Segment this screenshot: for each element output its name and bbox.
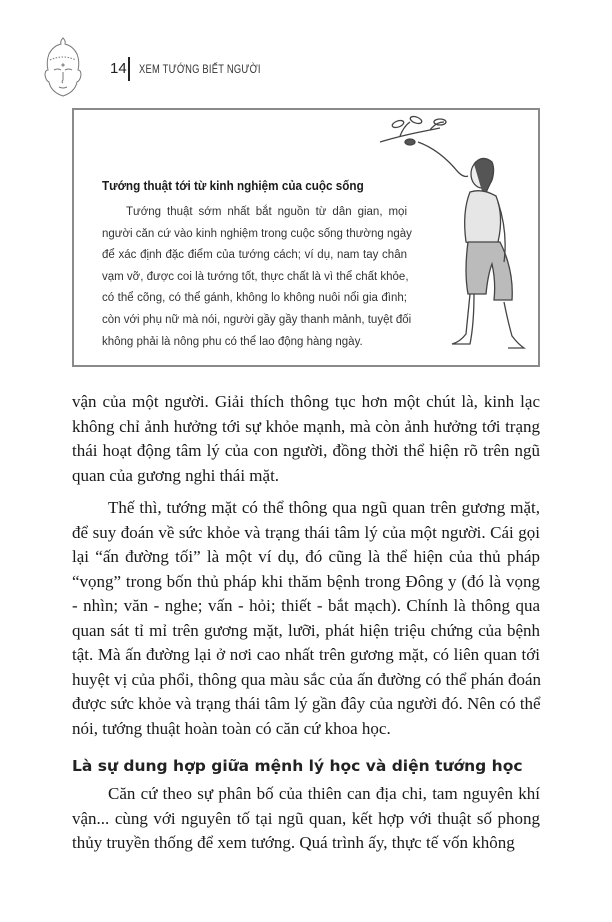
body-text-line: vận của một người. Giải thích thông tục hơn một chút là, kinh lạc [72,392,540,411]
box-text-line: vạm vỡ, được coi là tướng tốt, thực chất là vì thể chất khỏe, [102,270,409,283]
box-text-line: người căn cứ vào kinh nghiệm trong cuộc sống thường ngày [102,227,412,240]
body-text-line: - nhìn; văn - nghe; vấn - hỏi; thiết - bắt mạch). Chính là thông qua [72,596,540,615]
laborer-illustration [370,112,540,360]
box-title: Tướng thuật tới từ kinh nghiệm của cuộc sống [102,178,364,193]
page-number: 14 [110,60,127,77]
box-text-line: còn với phụ nữ mà nói, người gầy gầy thanh mảnh, tuyệt đối [102,314,412,326]
box-text-line: có thể cõng, có thể gánh, không lo không nuôi nổi gia đình; [102,292,407,305]
body-text-line: để suy đoán về sức khỏe và trạng thái tâm lý của một người. Cái gọi [72,522,540,542]
body-text-line: huyệt vị của phổi, thông qua màu sắc của ấn đường có thể phán đoán [72,669,542,689]
body-text-line: lại “ấn đường tối” là một ví dụ, đó cũng là thể hiện của thủ pháp [72,547,540,566]
body-text-line: thái hoạt động tâm lý của con người, đồng thời thể hiện rõ trên ngũ [72,441,540,460]
body-text-line: quan sát tỉ mỉ trên gương mặt, lưỡi, phát hiện triệu chứng của bệnh [72,620,540,640]
body-text-line: Căn cứ theo sự phân bố của thiên can địa chi, tam nguyên khí [108,784,540,803]
box-text-line: Tướng thuật sớm nhất bắt nguồn từ dân gian, mọi [126,206,407,218]
body-text-line: vận... cùng với nguyên tố tại ngũ quan, kết hợp với thuật số phong [72,808,540,828]
buddha-head-icon [38,36,88,98]
box-text-line: để xác định đặc điểm của tướng cách; ví dụ, nam tay chân [102,249,407,262]
body-text-line: “vọng” trong bốn thủ pháp khi thăm bệnh trong Đông y (đó là vọng [72,571,540,591]
body-text-line: quan của gương nghi thái mặt. [72,465,280,485]
body-text-line: không chỉ ảnh hưởng tới sự khỏe mạnh, mà còn ảnh hưởng tới trạng [72,416,540,436]
header-divider [128,57,130,81]
body-text-line: được sức khỏe và trạng thái tâm lý gần đây của người đó. Nên có thể [72,694,541,713]
body-text-line: thủy truyền thống để xem tướng. Quá trình ấy, thực tế vốn không [72,833,515,852]
body-text-line: tật. Mà ấn đường lại ở nơi cao nhất trên gương mặt, có liên quan tới [72,645,540,664]
box-text-line: không phải là nông phu có thể lao động hàng ngày. [102,335,363,348]
body-text-line: nói, tướng thuật hoàn toàn có căn cứ khoa học. [72,718,391,738]
body-text-line: Thế thì, tướng mặt có thể thông qua ngũ quan trên gương mặt, [108,498,540,517]
section-heading: Là sự dung hợp giữa mệnh lý học và diện tướng học [72,757,523,775]
running-header-title: XEM TƯỚNG BIẾT NGƯỜI [139,62,261,76]
